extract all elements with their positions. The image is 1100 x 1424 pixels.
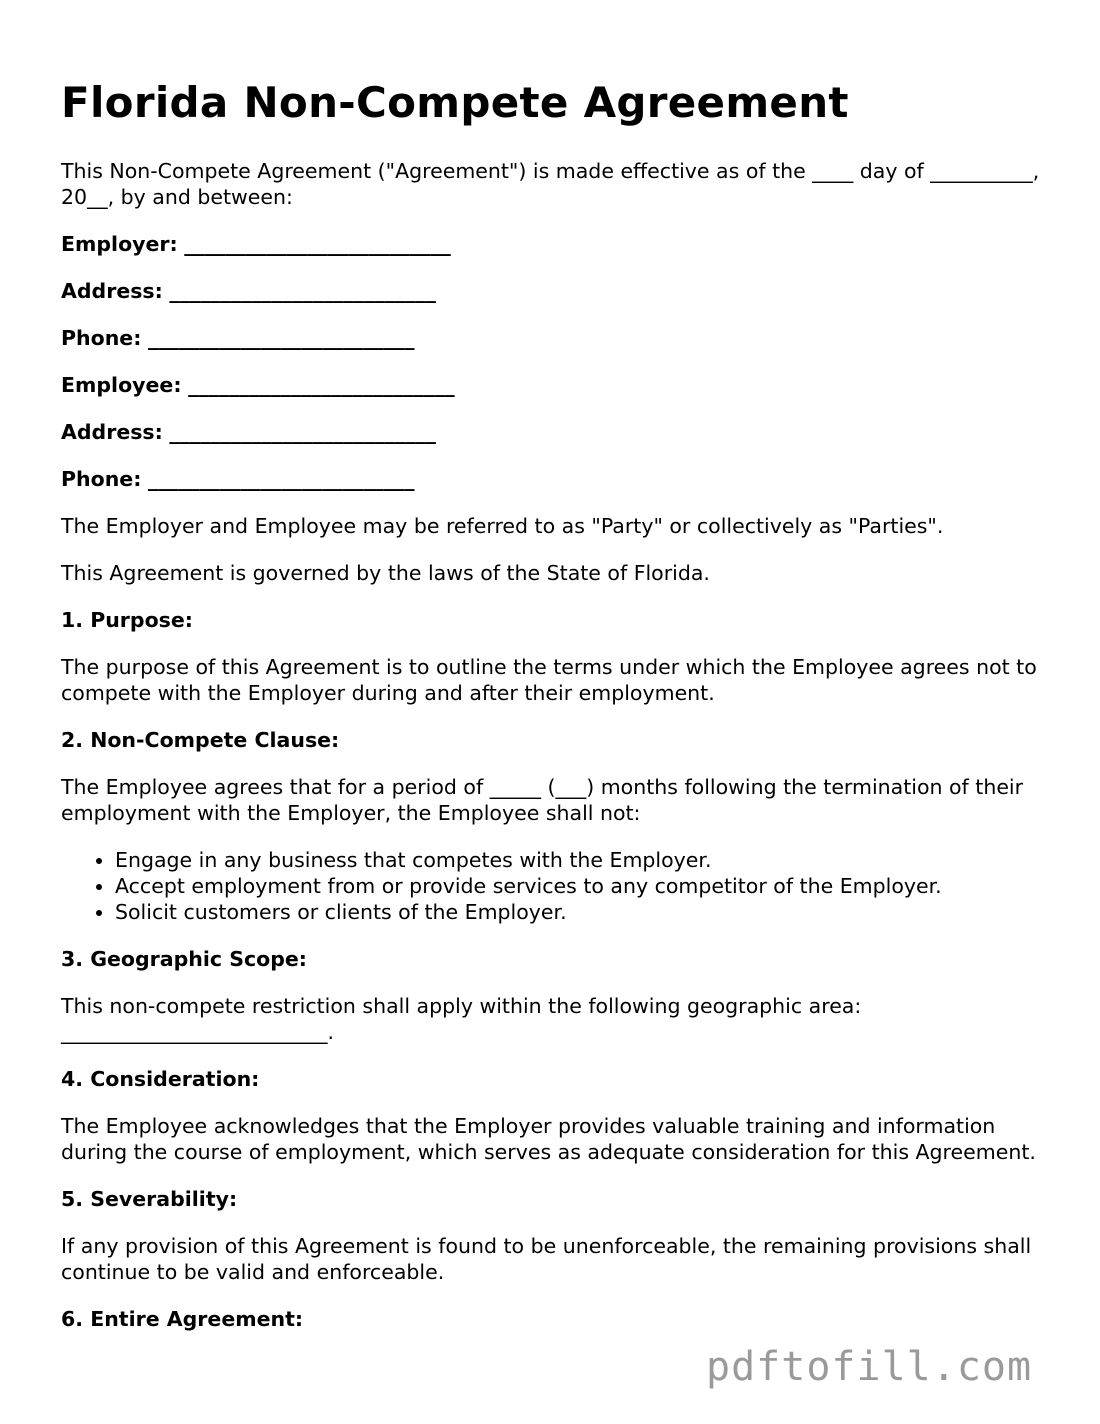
entire-agreement-heading: 6. Entire Agreement: <box>61 1307 304 1331</box>
employee-field <box>61 372 1051 398</box>
employee-phone-field <box>61 466 1051 492</box>
document-title: Florida Non-Compete Agreement <box>61 78 849 127</box>
employee-label: Employee: <box>61 373 182 397</box>
employee-address-blank: __________________________ <box>169 420 436 444</box>
employer-label: Employer: <box>61 232 178 256</box>
non-compete-text: The Employee agrees that for a period of _____ (___) months following the termination of their employment with the Employer, the Employee shall not: <box>61 775 1024 825</box>
employee-address-field <box>61 419 1051 445</box>
severability-text: If any provision of this Agreement is found to be unenforceable, the remaining provisions shall continue to be valid and enforceable. <box>61 1234 1032 1284</box>
non-compete-heading: 2. Non-Compete Clause: <box>61 728 340 752</box>
non-compete-list <box>61 847 1051 925</box>
parties-note: The Employer and Employee may be referred to as "Party" or collectively as "Parties". <box>61 514 944 538</box>
employer-phone-blank: __________________________ <box>147 326 415 350</box>
list-item: • Engage in any business that competes with the Employer. <box>115 847 1051 873</box>
employer-field <box>61 231 1051 257</box>
employee-blank: __________________________ <box>188 373 455 397</box>
governing-law: This Agreement is governed by the laws of the State of Florida. <box>61 561 710 585</box>
employee-address-label: Address: <box>61 420 163 444</box>
consideration-heading: 4. Consideration: <box>61 1067 260 1091</box>
employer-address-field <box>61 278 1051 304</box>
employer-phone-field <box>61 325 1051 351</box>
purpose-heading: 1. Purpose: <box>61 608 193 632</box>
employer-phone-label: Phone: <box>61 326 142 350</box>
list-item: • Accept employment from or provide services to any competitor of the Employer. <box>115 873 1051 899</box>
consideration-text: The Employee acknowledges that the Employer provides valuable training and information during the course of employment, which serves as adequate consideration for this Agreement. <box>61 1114 1036 1164</box>
geographic-text: This non-compete restriction shall apply within the following geographic area: __________________________. <box>61 994 862 1044</box>
employee-phone-label: Phone: <box>61 467 142 491</box>
purpose-text: The purpose of this Agreement is to outline the terms under which the Employee agrees not to compete with the Employer during and after their employment. <box>61 655 1037 705</box>
employee-phone-blank: __________________________ <box>147 467 415 491</box>
intro-paragraph: This Non-Compete Agreement ("Agreement") is made effective as of the ____ day of __________, 20__, by and between: <box>61 159 1040 209</box>
employer-blank: __________________________ <box>184 232 451 256</box>
list-item: • Solicit customers or clients of the Employer. <box>115 899 1051 925</box>
document-page <box>61 78 1051 1353</box>
watermark-logo: pdftofill.com <box>706 1344 1033 1390</box>
geographic-heading: 3. Geographic Scope: <box>61 947 307 971</box>
severability-heading: 5. Severability: <box>61 1187 238 1211</box>
employer-address-label: Address: <box>61 279 163 303</box>
employer-address-blank: __________________________ <box>169 279 436 303</box>
